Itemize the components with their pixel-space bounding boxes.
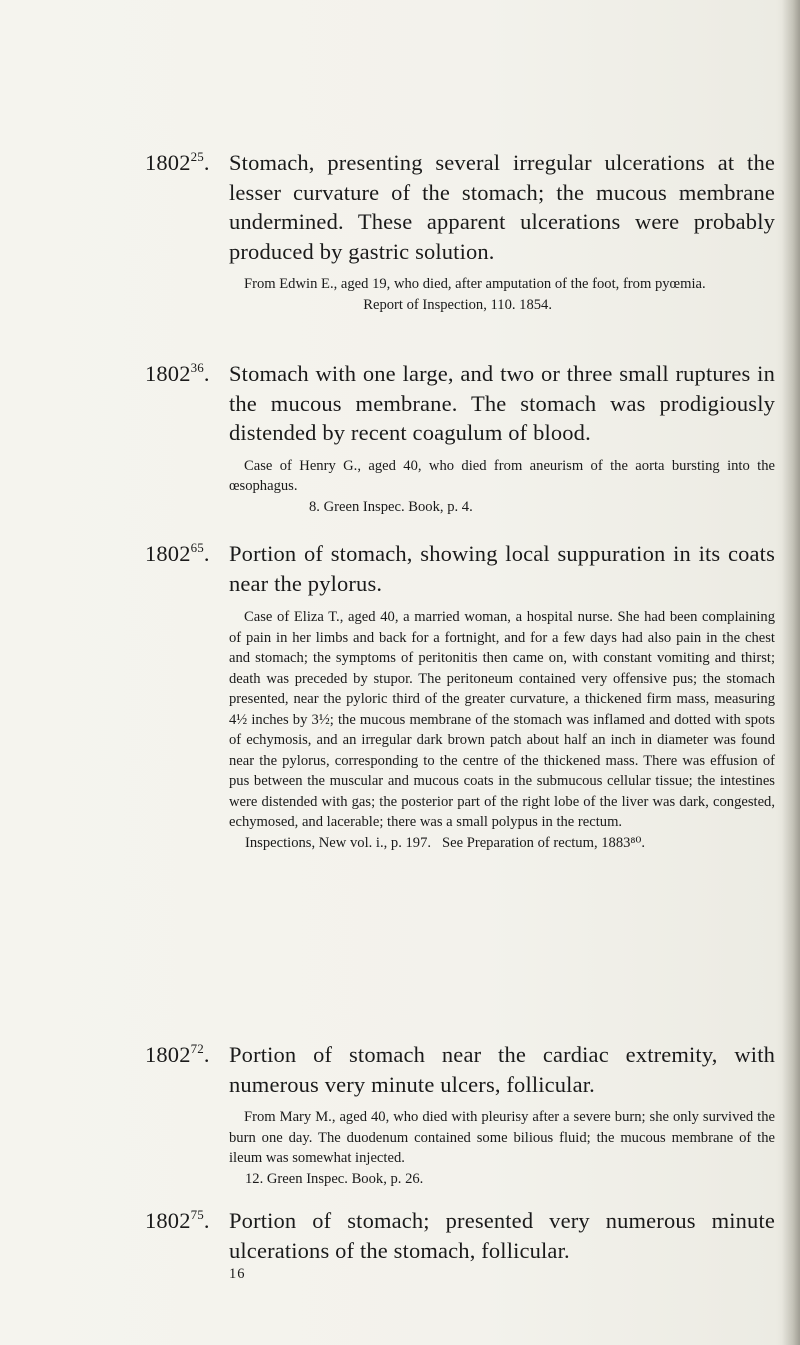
entry-1802-25 <box>0 148 800 315</box>
entry-1802-65 <box>0 539 800 853</box>
entry-case-note: Case of Henry G., aged 40, who died from aneurism of the aorta bursting into the œsophagus. <box>229 457 775 494</box>
entry-reference: 12. Green Inspec. Book, p. 26. <box>245 1170 424 1187</box>
entry-case-note: From Edwin E., aged 19, who died, after amputation of the foot, from pyœmia. <box>244 276 706 292</box>
entry-1802-72 <box>0 1040 800 1189</box>
entry-heading <box>0 1206 800 1265</box>
entry-heading <box>0 359 800 448</box>
entry-title: Portion of stomach, showing local suppuration in its coats near the pylorus. <box>229 541 775 596</box>
entry-number: 1802$^{25}$. <box>145 149 210 175</box>
entry-case-note: From Mary M., aged 40, who died with pleurisy after a severe burn; she only survived the burn one day. The duodenum contained some bilious fluid; the mucous membrane of the ileum was somewhat injected. <box>229 1109 775 1166</box>
entry-reference: Report of Inspection, 110. 1854. <box>363 296 552 313</box>
entry-case-note: Case of Eliza T., aged 40, a married woman, a hospital nurse. She had been complaining of pain in her limbs and back for a fortnight, and for a few days had also pain in the chest and stomach; the symptoms of peritonitis then came on, with constant vomiting and thirst; death was preceded by stupor. The peritoneum contained very offensive pus; the stomach presented, near the pyloric third of the greater curvature, a thickened firm mass, measuring 4½ inches by 3½; the mucous membrane of the stomach was inflamed and dotted with spots of echymosis, and an irregular dark brown patch about half an inch in diameter was found near the pylorus, corresponding to the centre of the thickened mass. There was effusion of pus between the muscular and mucous coats in the submucous cellular tissue; the intestines were distended with gas; the posterior part of the right lobe of the liver was dark, congested, echymosed, and lacerable; there was a small polypus in the rectum. <box>229 609 775 830</box>
entry-1802-75 <box>0 1206 800 1265</box>
entry-title: Portion of stomach near the cardiac extremity, with numerous very minute ulcers, follicular. <box>229 1042 775 1097</box>
entry-title: Stomach with one large, and two or three small ruptures in the mucous membrane. The stomach was prodigiously distended by recent coagulum of blood. <box>229 361 775 445</box>
entry-number: 1802$^{75}$. <box>145 1207 210 1233</box>
entry-reference: 8. Green Inspec. Book, p. 4. <box>309 498 473 515</box>
entry-1802-36 <box>0 359 800 517</box>
entry-reference: Inspections, New vol. i., p. 197. See Preparation of rectum, 1883⁸⁰. <box>245 834 646 851</box>
entry-heading <box>0 1040 800 1099</box>
entry-heading <box>0 539 800 598</box>
entry-number: 1802$^{36}$. <box>145 360 210 386</box>
page-number: 16 <box>229 1266 246 1282</box>
entry-title: Portion of stomach; presented very numerous minute ulcerations of the stomach, follicular. <box>229 1208 775 1263</box>
entry-number: 1802$^{72}$. <box>145 1041 210 1067</box>
entry-title: Stomach, presenting several irregular ulcerations at the lesser curvature of the stomach; the mucous membrane undermined. These apparent ulcerations were probably produced by gastric solution. <box>229 150 775 264</box>
entry-heading <box>0 148 800 266</box>
entry-number: 1802$^{65}$. <box>145 540 210 566</box>
